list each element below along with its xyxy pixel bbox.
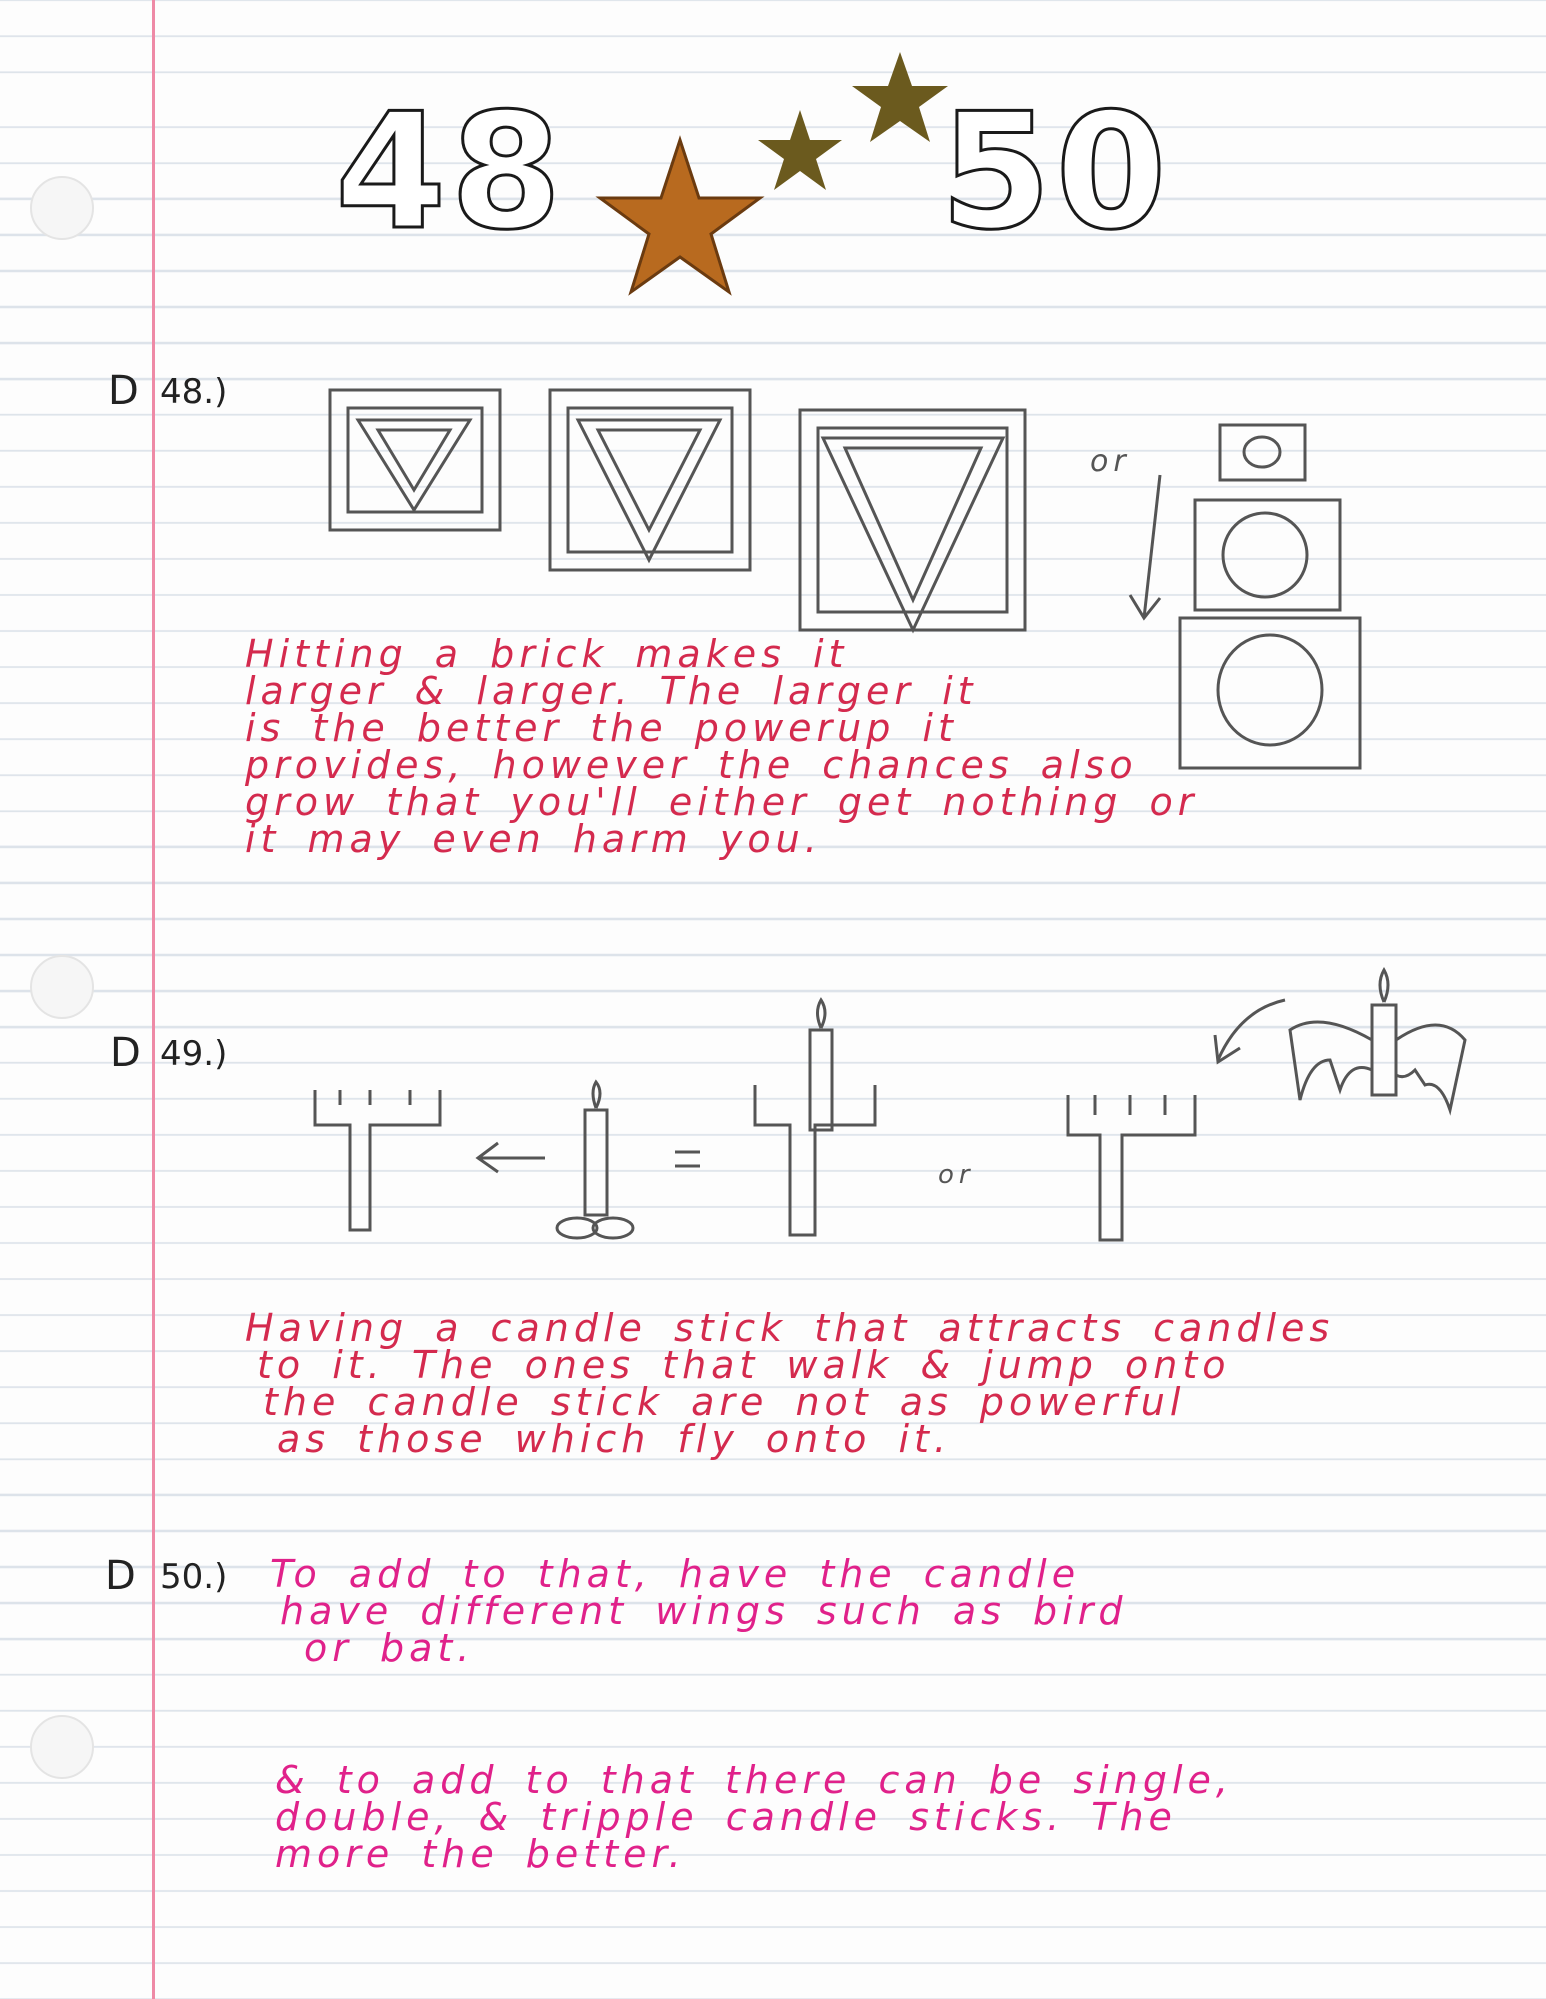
entry-49-line-1: Having a candle stick that attracts candles	[245, 1306, 1335, 1350]
star-sticker-glitter	[600, 140, 760, 292]
entry-49-line-2: to it. The ones that walk & jump onto	[257, 1343, 1231, 1387]
brick-sketch-large	[800, 410, 1025, 630]
candlestick-sketch-empty	[315, 1090, 440, 1230]
candlestick-sketch-right	[1068, 1095, 1195, 1240]
heading-right-number: 50	[940, 78, 1171, 265]
entry-50-line-4: & to add to that there can be single,	[275, 1758, 1233, 1802]
entry-48-line-5: grow that you'll either get nothing or	[245, 780, 1199, 824]
arrow-down-icon	[1130, 475, 1160, 618]
brick-sketch-small	[330, 390, 500, 530]
entry-50-line-6: more the better.	[275, 1832, 686, 1876]
checkbox-50: D	[105, 1553, 136, 1599]
arrow-curved-icon	[1215, 1000, 1285, 1062]
equals-sign	[675, 1152, 700, 1166]
entry-49-line-4: as those which fly onto it.	[277, 1417, 952, 1461]
walking-candle-sketch	[557, 1082, 633, 1238]
entry-number-49: 49.)	[160, 1034, 228, 1074]
entry-48-line-3: is the better the powerup it	[245, 706, 958, 750]
entry-50-line-1: To add to that, have the candle	[270, 1552, 1081, 1596]
entry-48-line-1: Hitting a brick makes it	[245, 632, 849, 676]
brick-sketch-circles	[1180, 425, 1360, 768]
entry-50-text-2	[275, 1758, 1233, 1876]
entry-50-line-3: or bat.	[304, 1626, 475, 1670]
entry-number-48: 48.)	[160, 372, 228, 412]
entry-50-text	[270, 1552, 1128, 1670]
entry-48-or-label: or	[1090, 444, 1131, 479]
entry-49-line-3: the candle stick are not as powerful	[263, 1380, 1186, 1424]
entry-48-line-6: it may even harm you.	[245, 817, 822, 861]
entry-number-50: 50.)	[160, 1557, 228, 1597]
entry-48-line-4: provides, however the chances also	[245, 743, 1138, 787]
star-sticker-gold-small	[758, 110, 842, 190]
checkbox-48: D	[108, 368, 139, 414]
entry-50-line-2: have different wings such as bird	[280, 1589, 1128, 1633]
entry-48-text	[245, 632, 1199, 861]
entry-49-or-label: or	[938, 1160, 975, 1190]
flying-candle-sketch	[1290, 970, 1465, 1110]
entry-50-line-5: double, & tripple candle sticks. The	[275, 1795, 1177, 1839]
entry-49-text	[245, 1306, 1335, 1461]
entry-48-line-2: larger & larger. The larger it	[245, 669, 978, 713]
candlestick-sketch-with-candle	[755, 1000, 875, 1235]
arrow-left-icon	[478, 1143, 545, 1172]
heading-left-number: 48	[335, 78, 566, 265]
checkbox-49: D	[110, 1030, 141, 1076]
brick-sketch-medium	[550, 390, 750, 570]
star-sticker-gold-large	[852, 52, 948, 142]
